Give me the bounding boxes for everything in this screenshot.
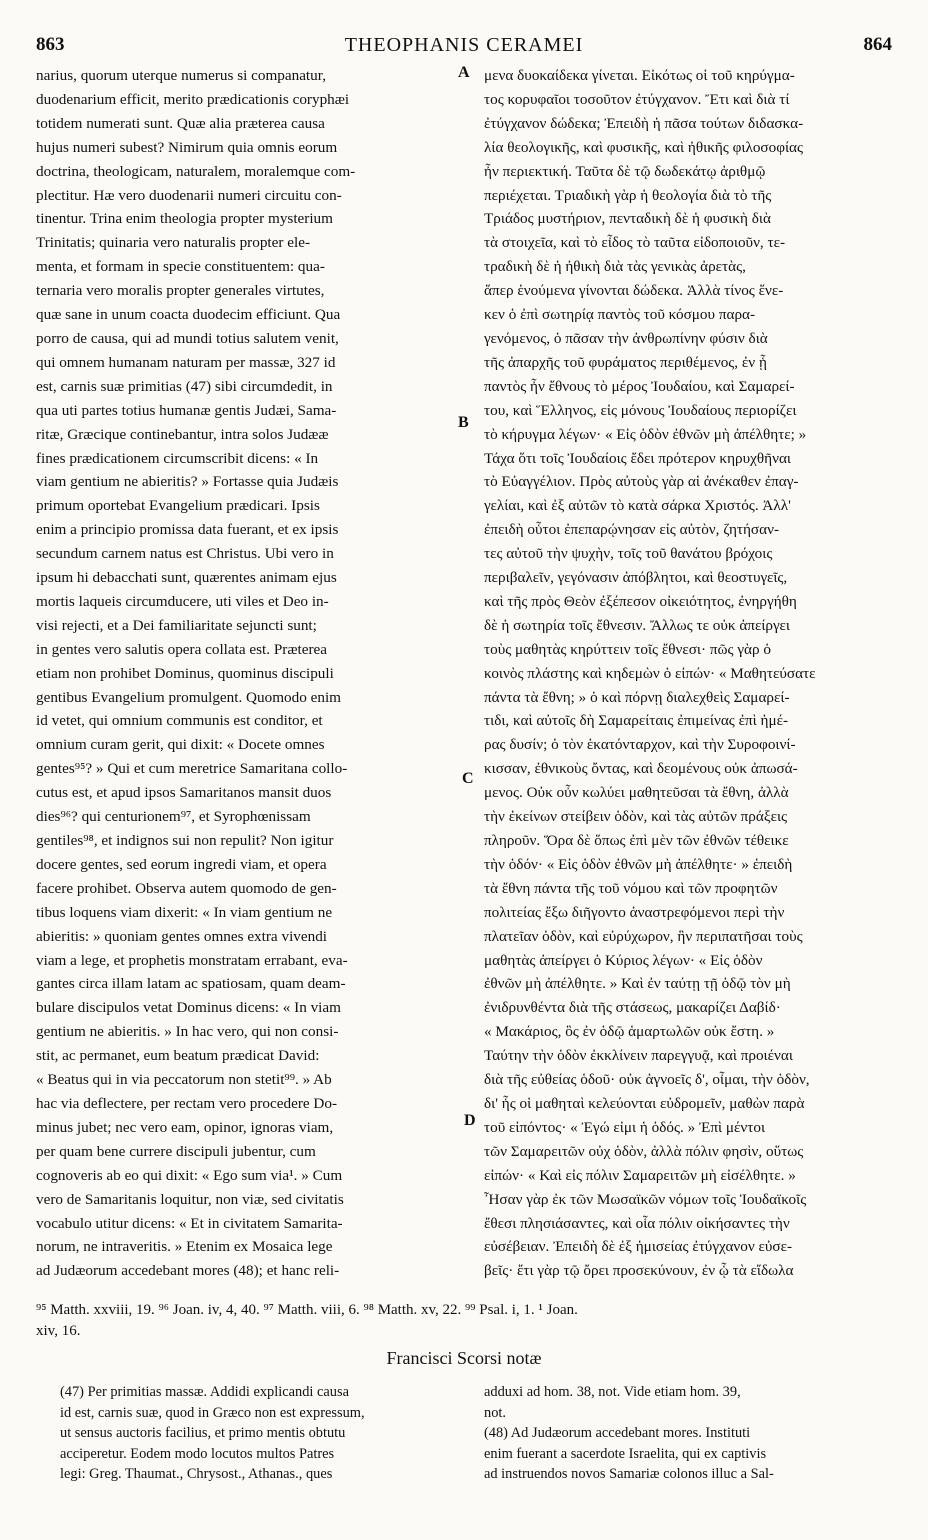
latin-text-line: gentium ne abieritis. » In hac vero, qui non consi- bbox=[36, 1023, 339, 1041]
note-line: id est, carnis suæ, quod in Græco non est expressum, bbox=[60, 1404, 365, 1421]
greek-text-line: τραδικὴ δὲ ἡ ἠθικὴ διὰ τὰς γενικὰς ἀρετὰς, bbox=[484, 258, 746, 276]
note-line: ad instruendos novos Samariæ colonos illuc a Sal- bbox=[484, 1466, 774, 1483]
footnotes bbox=[36, 1300, 892, 1342]
latin-text-line: abieritis: » quoniam gentes omnes extra vivendi bbox=[36, 927, 328, 945]
latin-text-line: enim a principio promissa data fuerant, et ex ipsis bbox=[36, 521, 339, 539]
greek-text-line: ρας δυσίν; ὁ τὸν ἑκατόνταρχον, καὶ τὴν Συροφοινί- bbox=[484, 736, 796, 754]
margin-marker-d: D bbox=[464, 1112, 476, 1129]
greek-text-line: ἅπερ ἑνούμενα γίνονται δώδεκα. Ἀλλὰ τίνος ἕνε- bbox=[484, 282, 784, 300]
latin-text-line: viam gentium ne abieritis? » Fortasse quia Judæis bbox=[36, 473, 339, 491]
greek-text-line: τες αὐτοῦ τὴν ψυχὴν, τοῖς τοῦ θανάτου βρόχοις bbox=[484, 545, 773, 563]
greek-text-line: γελίαι, καὶ ἐξ αὐτῶν τὸ κατὰ σάρκα Χριστός. Ἀλλ' bbox=[484, 497, 791, 515]
latin-text-line: ad Judæorum accedebant mores (48); et hanc reli- bbox=[36, 1262, 340, 1280]
note-line: adduxi ad hom. 38, not. Vide etiam hom. 39, bbox=[484, 1384, 741, 1400]
latin-text-line: fines prædicationem circumscribit dicens: « In bbox=[36, 449, 319, 467]
notes-left-column bbox=[60, 1382, 460, 1532]
latin-text-line: per quam bene currere discipuli jubentur, cum bbox=[36, 1142, 316, 1160]
greek-text-line: του, καὶ Ἕλληνος, εἰς μόνους Ἰουδαίους περιορίζει bbox=[484, 401, 797, 419]
latin-text-line: gentibus Evangelium promulgent. Quomodo enim bbox=[36, 688, 341, 706]
greek-text-line: κισσαν, ἐθνικοὺς ὄντας, καὶ δεομένους οὐκ ἀπωσά- bbox=[484, 760, 798, 778]
greek-text-line: ἦν περιεκτική. Ταῦτα δὲ τῷ δωδεκάτῳ ἀριθμῷ bbox=[484, 162, 766, 180]
notes-right-column bbox=[484, 1382, 892, 1532]
latin-text-line: narius, quorum uterque numerus si companatur, bbox=[36, 67, 326, 84]
note-line: ut sensus auctoris facilius, et primo mentis obtutu bbox=[60, 1425, 346, 1442]
latin-text-line: dies⁹⁶? qui centurionem⁹⁷, et Syrophœnissam bbox=[36, 808, 311, 826]
latin-text-line: bulare discipulos vetat Dominus dicens: « In viam bbox=[36, 999, 341, 1017]
latin-text-line: ipsum hi debacchati sunt, quærentes animam ejus bbox=[36, 569, 337, 587]
latin-text-line: norum, ne intraveritis. » Etenim ex Mosaica lege bbox=[36, 1238, 333, 1256]
greek-text-line: ἐτύγχανον δώδεκα; Ἐπειδὴ ἡ πᾶσα τούτων διδασκα- bbox=[484, 114, 804, 132]
latin-text-line: cutus est, et apud ipsos Samaritanos mansit duos bbox=[36, 784, 332, 802]
greek-text-line: παντὸς ἦν ἔθνους τὸ μέρος Ἰουδαίου, καὶ Σαμαρεί- bbox=[484, 377, 795, 395]
greek-text-line: πάντα τὰ ἔθνη; » ὁ καὶ πόρνῃ διαλεχθεὶς Σαμαρεί- bbox=[484, 688, 790, 706]
latin-text-line: id vetet, qui omnium communis est conditor, et bbox=[36, 712, 323, 730]
greek-text-line: Ταύτην τὴν ὁδὸν ἐκκλίνειν παρεγγυᾷ, καὶ προιέναι bbox=[484, 1047, 793, 1065]
latin-text-line: qui omnem humanam naturam per massæ, 327 id bbox=[36, 353, 336, 371]
latin-text-line: « Beatus qui in via peccatorum non stetit⁹⁹. » Ab bbox=[36, 1071, 332, 1089]
latin-text-line: tibus loquens viam dixerit: « In viam gentium ne bbox=[36, 903, 333, 921]
latin-text-line: gantes circa illam latam ac spatiosam, quam deam- bbox=[36, 975, 346, 993]
latin-text-line: secundum carnem natus est Christus. Ubi vero in bbox=[36, 545, 334, 563]
running-title: THEOPHANIS CERAMEI bbox=[344, 34, 584, 56]
latin-text-line: facere prohibet. Observa autem quomodo de gen- bbox=[36, 879, 337, 897]
greek-text-line: τὴν ἐκείνων στείβειν ὁδὸν, καὶ τὰς αὐτῶν πράξεις bbox=[484, 808, 788, 826]
latin-text-line: minus jubet; nec vero eam, opinor, ignoras viam, bbox=[36, 1118, 334, 1136]
footnote-line: ⁹⁵ Matth. xxviii, 19. ⁹⁶ Joan. iv, 4, 40. ⁹⁷ Matth. viii, 6. ⁹⁸ Matth. xv, 22. ⁹⁹ Psal. i, 1. ¹ Joan. bbox=[36, 1302, 578, 1318]
latin-text-line: in gentes vero salutis opera collata est. Præterea bbox=[36, 640, 327, 658]
margin-marker-b: B bbox=[458, 414, 469, 431]
latin-text-line: duodenarium efficit, merito prædicationis coryphæi bbox=[36, 90, 350, 108]
latin-text-line: totidem numerati sunt. Quæ alia præterea causa bbox=[36, 114, 325, 132]
greek-text-line: περιβαλεῖν, γεγόνασιν ἀπόβλητοι, καὶ θεοστυγεῖς, bbox=[484, 569, 788, 587]
greek-text-line: εἰπών· « Καὶ εἰς πόλιν Σαμαρειτῶν μὴ εἰσέλθητε. » bbox=[484, 1166, 796, 1184]
latin-text-line: est, carnis suæ primitias (47) sibi circumdedit, in bbox=[36, 377, 333, 395]
greek-text-line: δὲ ἡ σωτηρία τοῖς ἔθνεσιν. Ἄλλως τε οὐκ ἀπείργει bbox=[484, 616, 790, 634]
latin-text-line: gentes⁹⁵? » Qui et cum meretrice Samaritana collo- bbox=[36, 760, 348, 778]
greek-text-line: εὐσέβειαν. Ἐπειδὴ δὲ ἐξ ἡμισείας ἐτύγχανον εὐσε- bbox=[484, 1238, 793, 1256]
latin-text-line: docere gentes, sed eorum ingredi viam, et opera bbox=[36, 855, 327, 873]
latin-text-line: viam a lege, et prophetis monstratam errabant, eva- bbox=[36, 951, 348, 969]
greek-text-line: βεῖς· ἔτι γὰρ τῷ ὄρει προσεκύνουν, ἐν ᾧ τὰ εἴδωλα bbox=[484, 1262, 794, 1280]
greek-text-line: ἐθνῶν μὴ ἀπέλθητε. » Καὶ ἐν ταύτῃ τῇ ὁδῷ τὸν μὴ bbox=[484, 975, 791, 993]
greek-text-line: τος κορυφαῖοι τοσοῦτον ἐτύγχανον. Ἔτι καὶ διὰ τί bbox=[484, 90, 790, 108]
greek-text-line: τὸ Εὐαγγέλιον. Πρὸς αὐτοὺς γὰρ αἱ ἀνέκαθεν ἐπαγ- bbox=[484, 473, 799, 491]
greek-text-line: λία θεολογικῆς, καὶ φυσικῆς, καὶ ἠθικῆς φιλοσοφίας bbox=[484, 138, 804, 156]
notes-title: Francisci Scorsi notæ bbox=[386, 1348, 542, 1368]
greek-text-line: τῶν Σαμαρειτῶν οὐχ ὁδὸν, ἀλλὰ πόλιν φησὶν, οὕτως bbox=[484, 1142, 804, 1160]
latin-text-line: mortis laqueis circumducere, uti viles et Deo in- bbox=[36, 592, 329, 610]
greek-text-line: ἔθεσι πλησιάσαντες, καὶ οἷα πόλιν οἰκήσαντες τὴν bbox=[484, 1214, 790, 1232]
greek-text-line: πληροῦν. Ὅρα δὲ ὅπως ἐπὶ μὲν τῶν ἐθνῶν τέθεικε bbox=[484, 832, 789, 849]
greek-text-column bbox=[484, 64, 892, 1280]
greek-text-line: δι' ἧς οἱ μαθηταὶ κελεύονται εὐδρομεῖν, μαθὼν παρὰ bbox=[484, 1094, 805, 1112]
greek-text-line: κοινὸς πλάστης καὶ κηδεμὼν ὁ εἰπών· « Μαθητεύσατε bbox=[484, 664, 816, 682]
note-line: acciperetur. Eodem modo locutos multos Patres bbox=[60, 1445, 335, 1462]
margin-marker-c: C bbox=[462, 770, 474, 787]
latin-text-line: ternaria vero moralis propter generales virtutes, bbox=[36, 282, 325, 300]
latin-text-line: visi rejecti, et a Dei familiaritate sejuncti sunt; bbox=[36, 616, 317, 634]
greek-text-line: ἐπειδὴ οὗτοι ἐπεπαρῴνησαν εἰς αὐτὸν, ζητήσαν- bbox=[484, 521, 779, 539]
latin-text-line: doctrina, theologicam, naturalem, moralemque com- bbox=[36, 162, 356, 180]
latin-text-line: quæ sane in unum coacta duodecim efficiunt. Qua bbox=[36, 306, 341, 324]
greek-text-line: τιδι, καὶ αὐτοῖς δὴ Σαμαρείταις ἐπιμείνας ἐπὶ ἡμέ- bbox=[484, 712, 789, 730]
note-line: not. bbox=[484, 1404, 506, 1421]
greek-text-line: καὶ τῆς πρὸς Θεὸν ἐξέπεσον οἰκειότητος, ἐνηργήθη bbox=[484, 592, 797, 610]
greek-text-line: τὸ κήρυγμα λέγων· « Εἰς ὁδὸν ἐθνῶν μὴ ἀπέλθητε; » bbox=[484, 425, 807, 443]
greek-text-line: « Μακάριος, ὃς ἐν ὁδῷ ἁμαρτωλῶν οὐκ ἔστη. » bbox=[484, 1023, 775, 1041]
latin-text-line: vero de Samaritanis loquitur, non viæ, sed civitatis bbox=[36, 1190, 344, 1208]
latin-text-line: plectitur. Hæ vero duodenarii numeri circuitu con- bbox=[36, 186, 342, 204]
greek-text-line: τῆς ἀπαρχῆς τοῦ φυράματος περιθέμενος, ἐν ᾗ bbox=[484, 353, 767, 371]
greek-text-line: Ἦσαν γὰρ ἐκ τῶν Μωσαϊκῶν νόμων τοῖς Ἰουδαϊκοῖς bbox=[484, 1190, 807, 1208]
greek-text-line: μενα δυοκαίδεκα γίνεται. Εἰκότως οἱ τοῦ κηρύγμα- bbox=[484, 67, 795, 84]
latin-text-line: menta, et formam in specie constituentem: qua- bbox=[36, 258, 325, 276]
latin-text-line: gentiles⁹⁸, et indignos sui non repulit? Non igitur bbox=[36, 832, 334, 849]
note-line: (47) Per primitias massæ. Addidi explicandi causa bbox=[60, 1384, 349, 1400]
latin-text-line: Trinitatis; quinaria vero naturalis propter ele- bbox=[36, 234, 311, 252]
latin-text-line: qua uti partes totius humanæ gentis Judæi, Sama- bbox=[36, 401, 337, 419]
latin-text-line: vocabulo utitur dicens: « Et in civitatem Samarita- bbox=[36, 1214, 343, 1232]
latin-text-line: hujus numeri subest? Nimirum quia omnis eorum bbox=[36, 138, 338, 156]
latin-text-line: ritæ, Græcique continebantur, intra solos Judææ bbox=[36, 425, 329, 443]
latin-text-line: stit, ac permanet, eum beatum prædicat David: bbox=[36, 1047, 320, 1065]
greek-text-line: μενος. Οὐκ οὖν κωλύει μαθητεῦσαι τὰ ἔθνη, ἀλλὰ bbox=[484, 784, 789, 802]
latin-text-line: tinentur. Trina enim theologia propter mysterium bbox=[36, 210, 333, 228]
right-column-number: 864 bbox=[863, 34, 892, 55]
greek-text-line: κεν ὁ ἐπὶ σωτηρίᾳ παντὸς τοῦ κόσμου παρα- bbox=[484, 306, 756, 324]
greek-text-line: Τάχα ὅτι τοῖς Ἰουδαίοις ἔδει πρότερον κηρυχθῆναι bbox=[484, 449, 791, 467]
latin-text-line: omnium curam gerit, qui dixit: « Docete omnes bbox=[36, 736, 325, 754]
latin-text-line: porro de causa, qui ad mundi totius salutem venit, bbox=[36, 329, 339, 347]
greek-text-line: τὰ ἔθνη πάντα τῆς τοῦ νόμου καὶ τῶν προφητῶν bbox=[484, 879, 778, 897]
greek-text-line: περιέχεται. Τριαδικὴ γὰρ ἡ θεολογία διὰ τὸ τῆς bbox=[484, 186, 772, 204]
greek-text-line: τοὺς μαθητὰς κηρύττειν τοῖς ἔθνεσι· πῶς γὰρ ὁ bbox=[484, 640, 771, 658]
greek-text-line: διὰ τῆς εὐθείας ὁδοῦ· οὐκ ἀγνοεῖς δ', οἶμαι, τὴν ὁδὸν, bbox=[484, 1071, 810, 1089]
latin-text-line: hac via deflectere, per rectam vero procedere Do- bbox=[36, 1094, 338, 1112]
left-column-number: 863 bbox=[36, 34, 65, 55]
greek-text-line: Τριάδος μυστήριον, πενταδικὴ δὲ ἡ φυσικὴ διὰ bbox=[484, 210, 771, 228]
greek-text-line: πλατεῖαν ὁδὸν, καὶ εὐρύχωρον, ἣν περιπατῆσαι τοὺς bbox=[484, 927, 803, 945]
greek-text-line: ἐνιδρυνθέντα διὰ τῆς στάσεως, μακαρίζει Δαβίδ· bbox=[484, 999, 781, 1017]
greek-text-line: τὰ στοιχεῖα, καὶ τὸ εἶδος τὸ ταῦτα εἰδοποιοῦν, τε- bbox=[484, 234, 786, 252]
greek-text-line: τοῦ εἰπόντος· « Ἐγώ εἰμι ἡ ὁδός. » Ἐπὶ μέντοι bbox=[484, 1118, 766, 1136]
latin-text-column bbox=[36, 64, 456, 1280]
latin-text-line: primum oportebat Evangelium prædicari. Ipsis bbox=[36, 497, 320, 515]
greek-text-line: γενόμενος, ὁ πᾶσαν τὴν ἀνθρωπίνην φύσιν διὰ bbox=[484, 329, 768, 347]
note-line: (48) Ad Judæorum accedebant mores. Instituti bbox=[484, 1425, 751, 1442]
latin-text-line: cognoveris ab eo qui dixit: « Ego sum via¹. » Cum bbox=[36, 1166, 343, 1184]
greek-text-line: τὴν ὁδόν· « Εἰς ὁδὸν ἐθνῶν μὴ ἀπέλθητε· » ἐπειδὴ bbox=[484, 855, 793, 873]
latin-text-line: etiam non prohibet Dominus, quominus discipuli bbox=[36, 664, 334, 682]
footnote-line: xiv, 16. bbox=[36, 1323, 81, 1339]
note-line: legi: Greg. Thaumat., Chrysost., Athanas., ques bbox=[60, 1466, 333, 1483]
greek-text-line: πολιτείας ἔξω διῆγοντο ἀναστρεφόμενοι περὶ τὴν bbox=[484, 903, 785, 921]
note-line: enim fuerant a sacerdote Israelita, qui ex captivis bbox=[484, 1445, 767, 1462]
greek-text-line: μαθητὰς ἀπείργει ὁ Κύριος λέγων· « Εἰς ὁδὸν bbox=[484, 951, 763, 969]
margin-marker-a: A bbox=[458, 64, 470, 81]
